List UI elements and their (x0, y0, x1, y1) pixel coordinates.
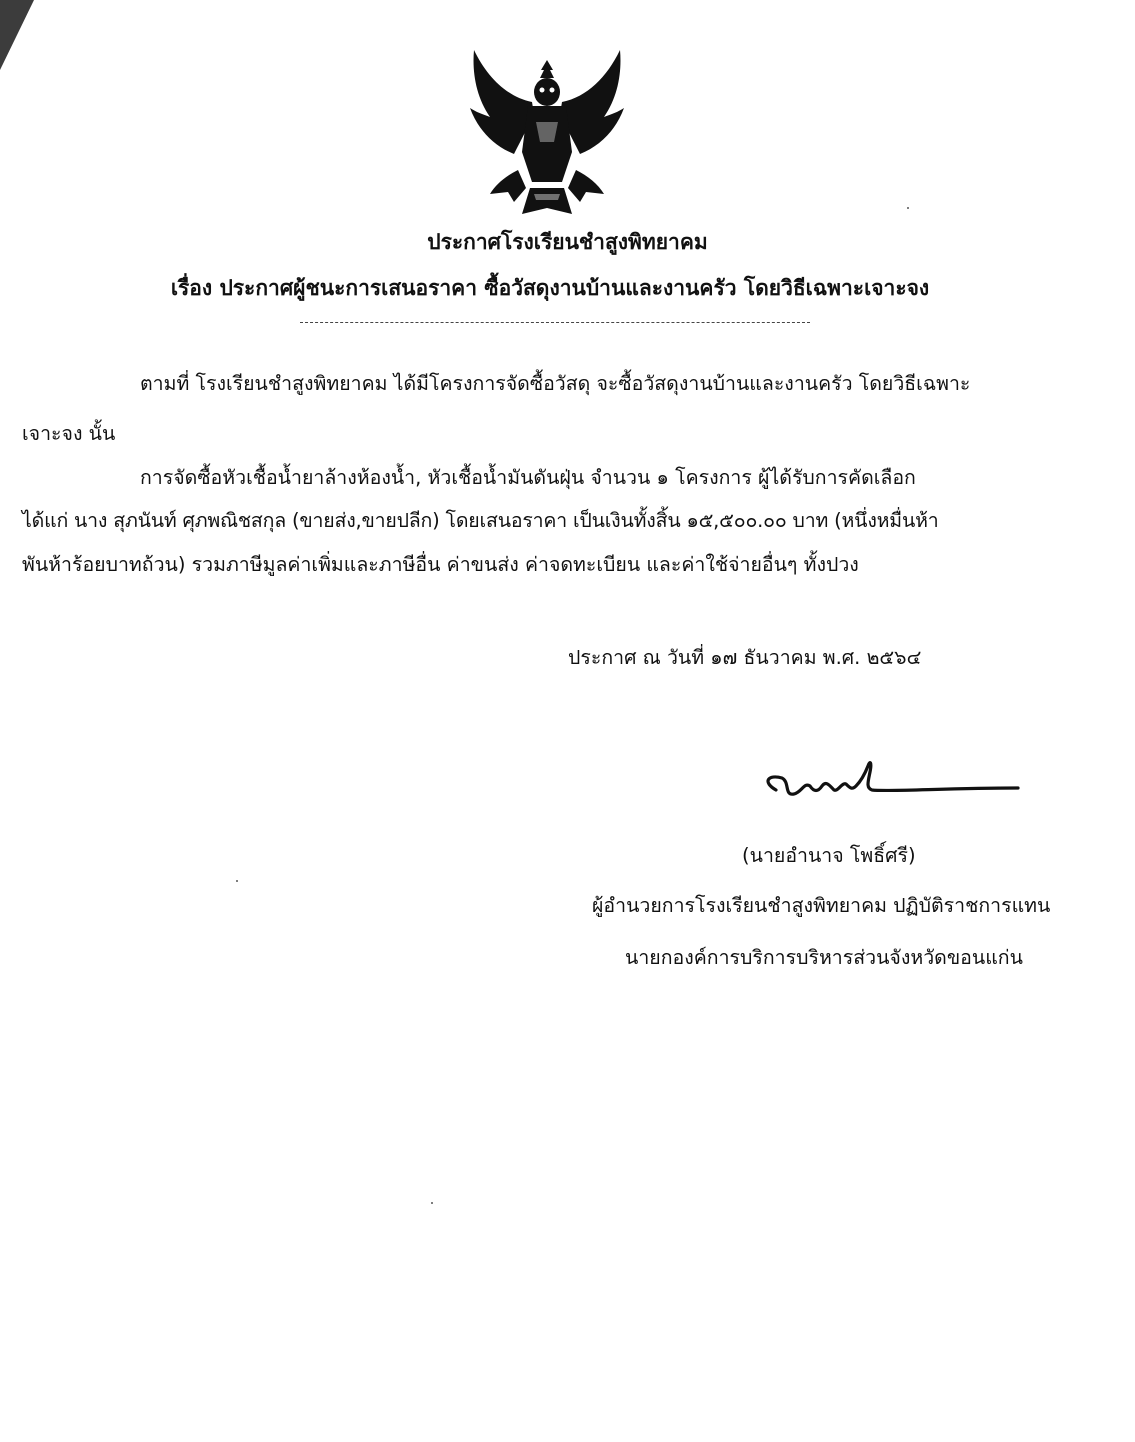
signer-position-line-2: นายกองค์การบริการบริหารส่วนจังหวัดขอนแก่น (625, 946, 1023, 969)
body-paragraph-1-line-1: ตามที่ โรงเรียนชำสูงพิทยาคม ได้มีโครงการจัดซื้อวัสดุ จะซื้อวัสดุงานบ้านและงานครัว โดยวิธีเฉพาะ (140, 372, 971, 395)
scan-speck (236, 880, 238, 882)
scan-speck (907, 207, 909, 209)
scan-corner-shadow (0, 0, 34, 70)
scan-speck (431, 1202, 433, 1204)
garuda-emblem-icon (462, 42, 632, 224)
signer-position-line-1: ผู้อำนวยการโรงเรียนชำสูงพิทยาคม ปฏิบัติราชการแทน (592, 894, 1051, 917)
body-paragraph-2-line-3: พันห้าร้อยบาทถ้วน) รวมภาษีมูลค่าเพิ่มและภาษีอื่น ค่าขนส่ง ค่าจดทะเบียน และค่าใช้จ่ายอื่นๆ ทั้งปวง (22, 553, 859, 576)
announcement-subject: เรื่อง ประกาศผู้ชนะการเสนอราคา ซื้อวัสดุงานบ้านและงานครัว โดยวิธีเฉพาะเจาะจง (170, 276, 930, 300)
announcement-title: ประกาศโรงเรียนชำสูงพิทยาคม (427, 230, 708, 254)
body-paragraph-2-line-2: ได้แก่ นาง สุภนันท์ ศุภพณิชสกุล (ขายส่ง,ขายปลีก) โดยเสนอราคา เป็นเงินทั้งสิ้น ๑๕,๕๐๐.๐๐ บาท (หนึ่งหมื่นห้า (22, 509, 939, 532)
signer-name: (นายอำนาจ โพธิ์ศรี) (742, 844, 916, 867)
handwritten-signature-icon (748, 752, 1028, 812)
body-paragraph-2-line-1: การจัดซื้อหัวเชื้อน้ำยาล้างห้องน้ำ, หัวเชื้อน้ำมันดันฝุ่น จำนวน ๑ โครงการ ผู้ได้รับการคัดเลือก (140, 466, 916, 489)
body-paragraph-1-line-2: เจาะจง นั้น (22, 422, 116, 445)
dashed-separator (300, 322, 810, 323)
announcement-date: ประกาศ ณ วันที่ ๑๗ ธันวาคม พ.ศ. ๒๕๖๔ (568, 646, 922, 669)
